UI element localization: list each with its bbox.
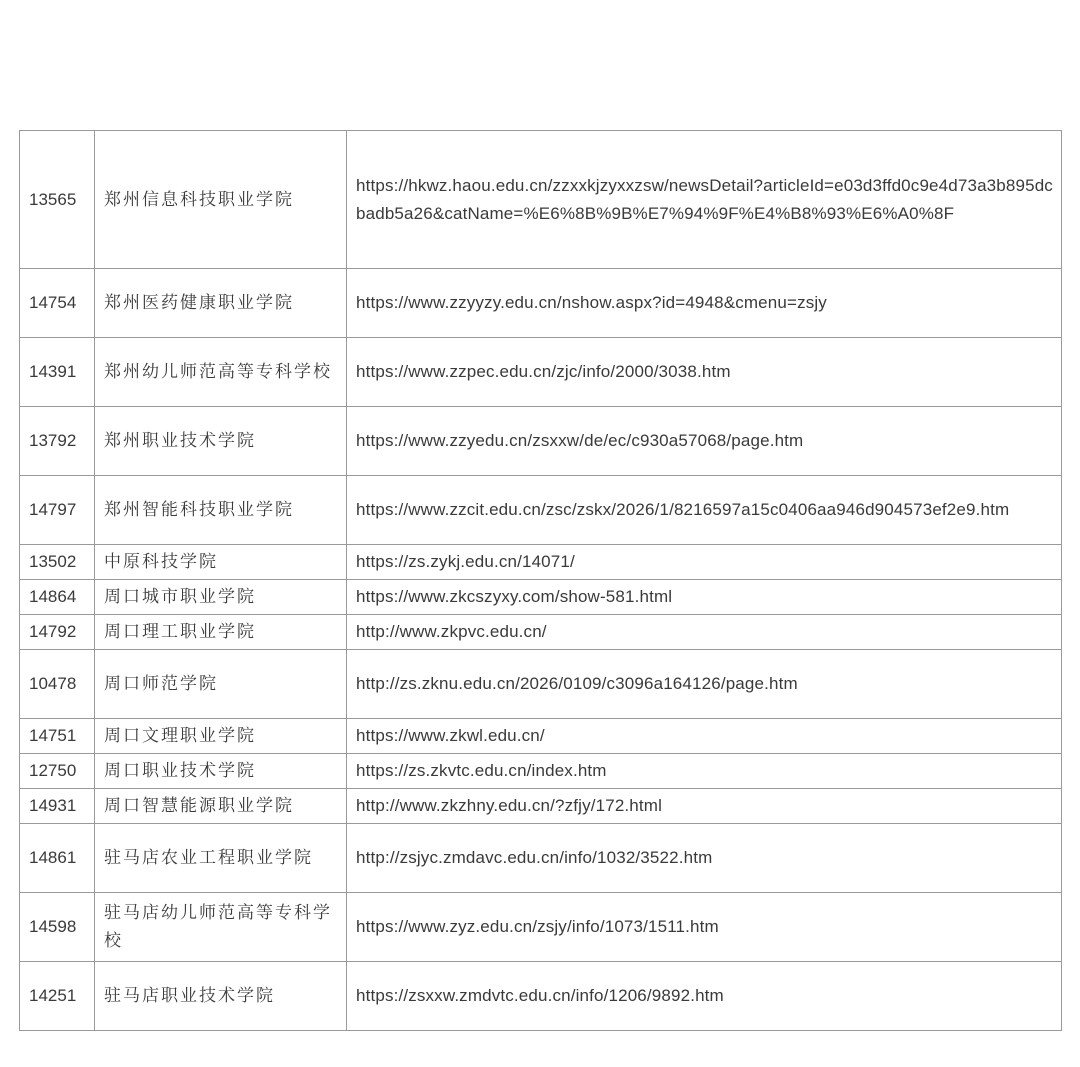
school-code: 13792 bbox=[20, 407, 95, 476]
table-row bbox=[20, 824, 1062, 893]
school-code: 13565 bbox=[20, 131, 95, 269]
school-url: https://www.zkwl.edu.cn/ bbox=[347, 719, 1062, 754]
school-url: http://zs.zknu.edu.cn/2026/0109/c3096a164126/page.htm bbox=[347, 650, 1062, 719]
table-row bbox=[20, 338, 1062, 407]
table-row bbox=[20, 407, 1062, 476]
school-code: 14251 bbox=[20, 962, 95, 1031]
table-row bbox=[20, 962, 1062, 1031]
school-name: 周口师范学院 bbox=[95, 650, 347, 719]
school-code: 13502 bbox=[20, 545, 95, 580]
school-code: 14864 bbox=[20, 580, 95, 615]
school-url: https://www.zzcit.edu.cn/zsc/zskx/2026/1/8216597a15c0406aa946d904573ef2e9.htm bbox=[347, 476, 1062, 545]
school-name: 驻马店幼儿师范高等专科学校 bbox=[95, 893, 347, 962]
school-name: 郑州幼儿师范高等专科学校 bbox=[95, 338, 347, 407]
school-name: 周口文理职业学院 bbox=[95, 719, 347, 754]
school-name: 周口职业技术学院 bbox=[95, 754, 347, 789]
school-url: https://zsxxw.zmdvtc.edu.cn/info/1206/9892.htm bbox=[347, 962, 1062, 1031]
school-code: 10478 bbox=[20, 650, 95, 719]
school-url: https://www.zzyyzy.edu.cn/nshow.aspx?id=4948&cmenu=zsjy bbox=[347, 269, 1062, 338]
school-name: 郑州医药健康职业学院 bbox=[95, 269, 347, 338]
table-row bbox=[20, 269, 1062, 338]
school-url: https://www.zkcszyxy.com/show-581.html bbox=[347, 580, 1062, 615]
school-code: 14751 bbox=[20, 719, 95, 754]
school-name: 驻马店农业工程职业学院 bbox=[95, 824, 347, 893]
school-code: 14754 bbox=[20, 269, 95, 338]
school-name: 郑州智能科技职业学院 bbox=[95, 476, 347, 545]
table-row bbox=[20, 789, 1062, 824]
school-code: 14797 bbox=[20, 476, 95, 545]
table-row bbox=[20, 131, 1062, 269]
table-row bbox=[20, 650, 1062, 719]
school-url: https://www.zzyedu.cn/zsxxw/de/ec/c930a57068/page.htm bbox=[347, 407, 1062, 476]
school-url: https://zs.zkvtc.edu.cn/index.htm bbox=[347, 754, 1062, 789]
school-code: 12750 bbox=[20, 754, 95, 789]
school-code: 14598 bbox=[20, 893, 95, 962]
school-url: https://www.zyz.edu.cn/zsjy/info/1073/1511.htm bbox=[347, 893, 1062, 962]
table-row bbox=[20, 615, 1062, 650]
school-code: 14792 bbox=[20, 615, 95, 650]
school-code: 14391 bbox=[20, 338, 95, 407]
table-row bbox=[20, 754, 1062, 789]
school-name: 郑州职业技术学院 bbox=[95, 407, 347, 476]
school-name: 周口城市职业学院 bbox=[95, 580, 347, 615]
table-row bbox=[20, 719, 1062, 754]
school-name: 驻马店职业技术学院 bbox=[95, 962, 347, 1031]
school-name: 郑州信息科技职业学院 bbox=[95, 131, 347, 269]
school-url: http://www.zkzhny.edu.cn/?zfjy/172.html bbox=[347, 789, 1062, 824]
school-code: 14861 bbox=[20, 824, 95, 893]
school-url-table bbox=[19, 130, 1062, 1031]
school-url: https://zs.zykj.edu.cn/14071/ bbox=[347, 545, 1062, 580]
school-name: 周口理工职业学院 bbox=[95, 615, 347, 650]
school-url: https://www.zzpec.edu.cn/zjc/info/2000/3038.htm bbox=[347, 338, 1062, 407]
table-row bbox=[20, 545, 1062, 580]
table-row bbox=[20, 893, 1062, 962]
school-url: http://zsjyc.zmdavc.edu.cn/info/1032/3522.htm bbox=[347, 824, 1062, 893]
school-url: https://hkwz.haou.edu.cn/zzxxkjzyxxzsw/newsDetail?articleId=e03d3ffd0c9e4d73a3b895dcbadb5a26&catName=%E6%8B%9B%E7%94%9F%E4%B8%93%E6%A0%8F bbox=[347, 131, 1062, 269]
school-name: 中原科技学院 bbox=[95, 545, 347, 580]
school-name: 周口智慧能源职业学院 bbox=[95, 789, 347, 824]
school-url: http://www.zkpvc.edu.cn/ bbox=[347, 615, 1062, 650]
school-code: 14931 bbox=[20, 789, 95, 824]
table-row bbox=[20, 476, 1062, 545]
table-row bbox=[20, 580, 1062, 615]
